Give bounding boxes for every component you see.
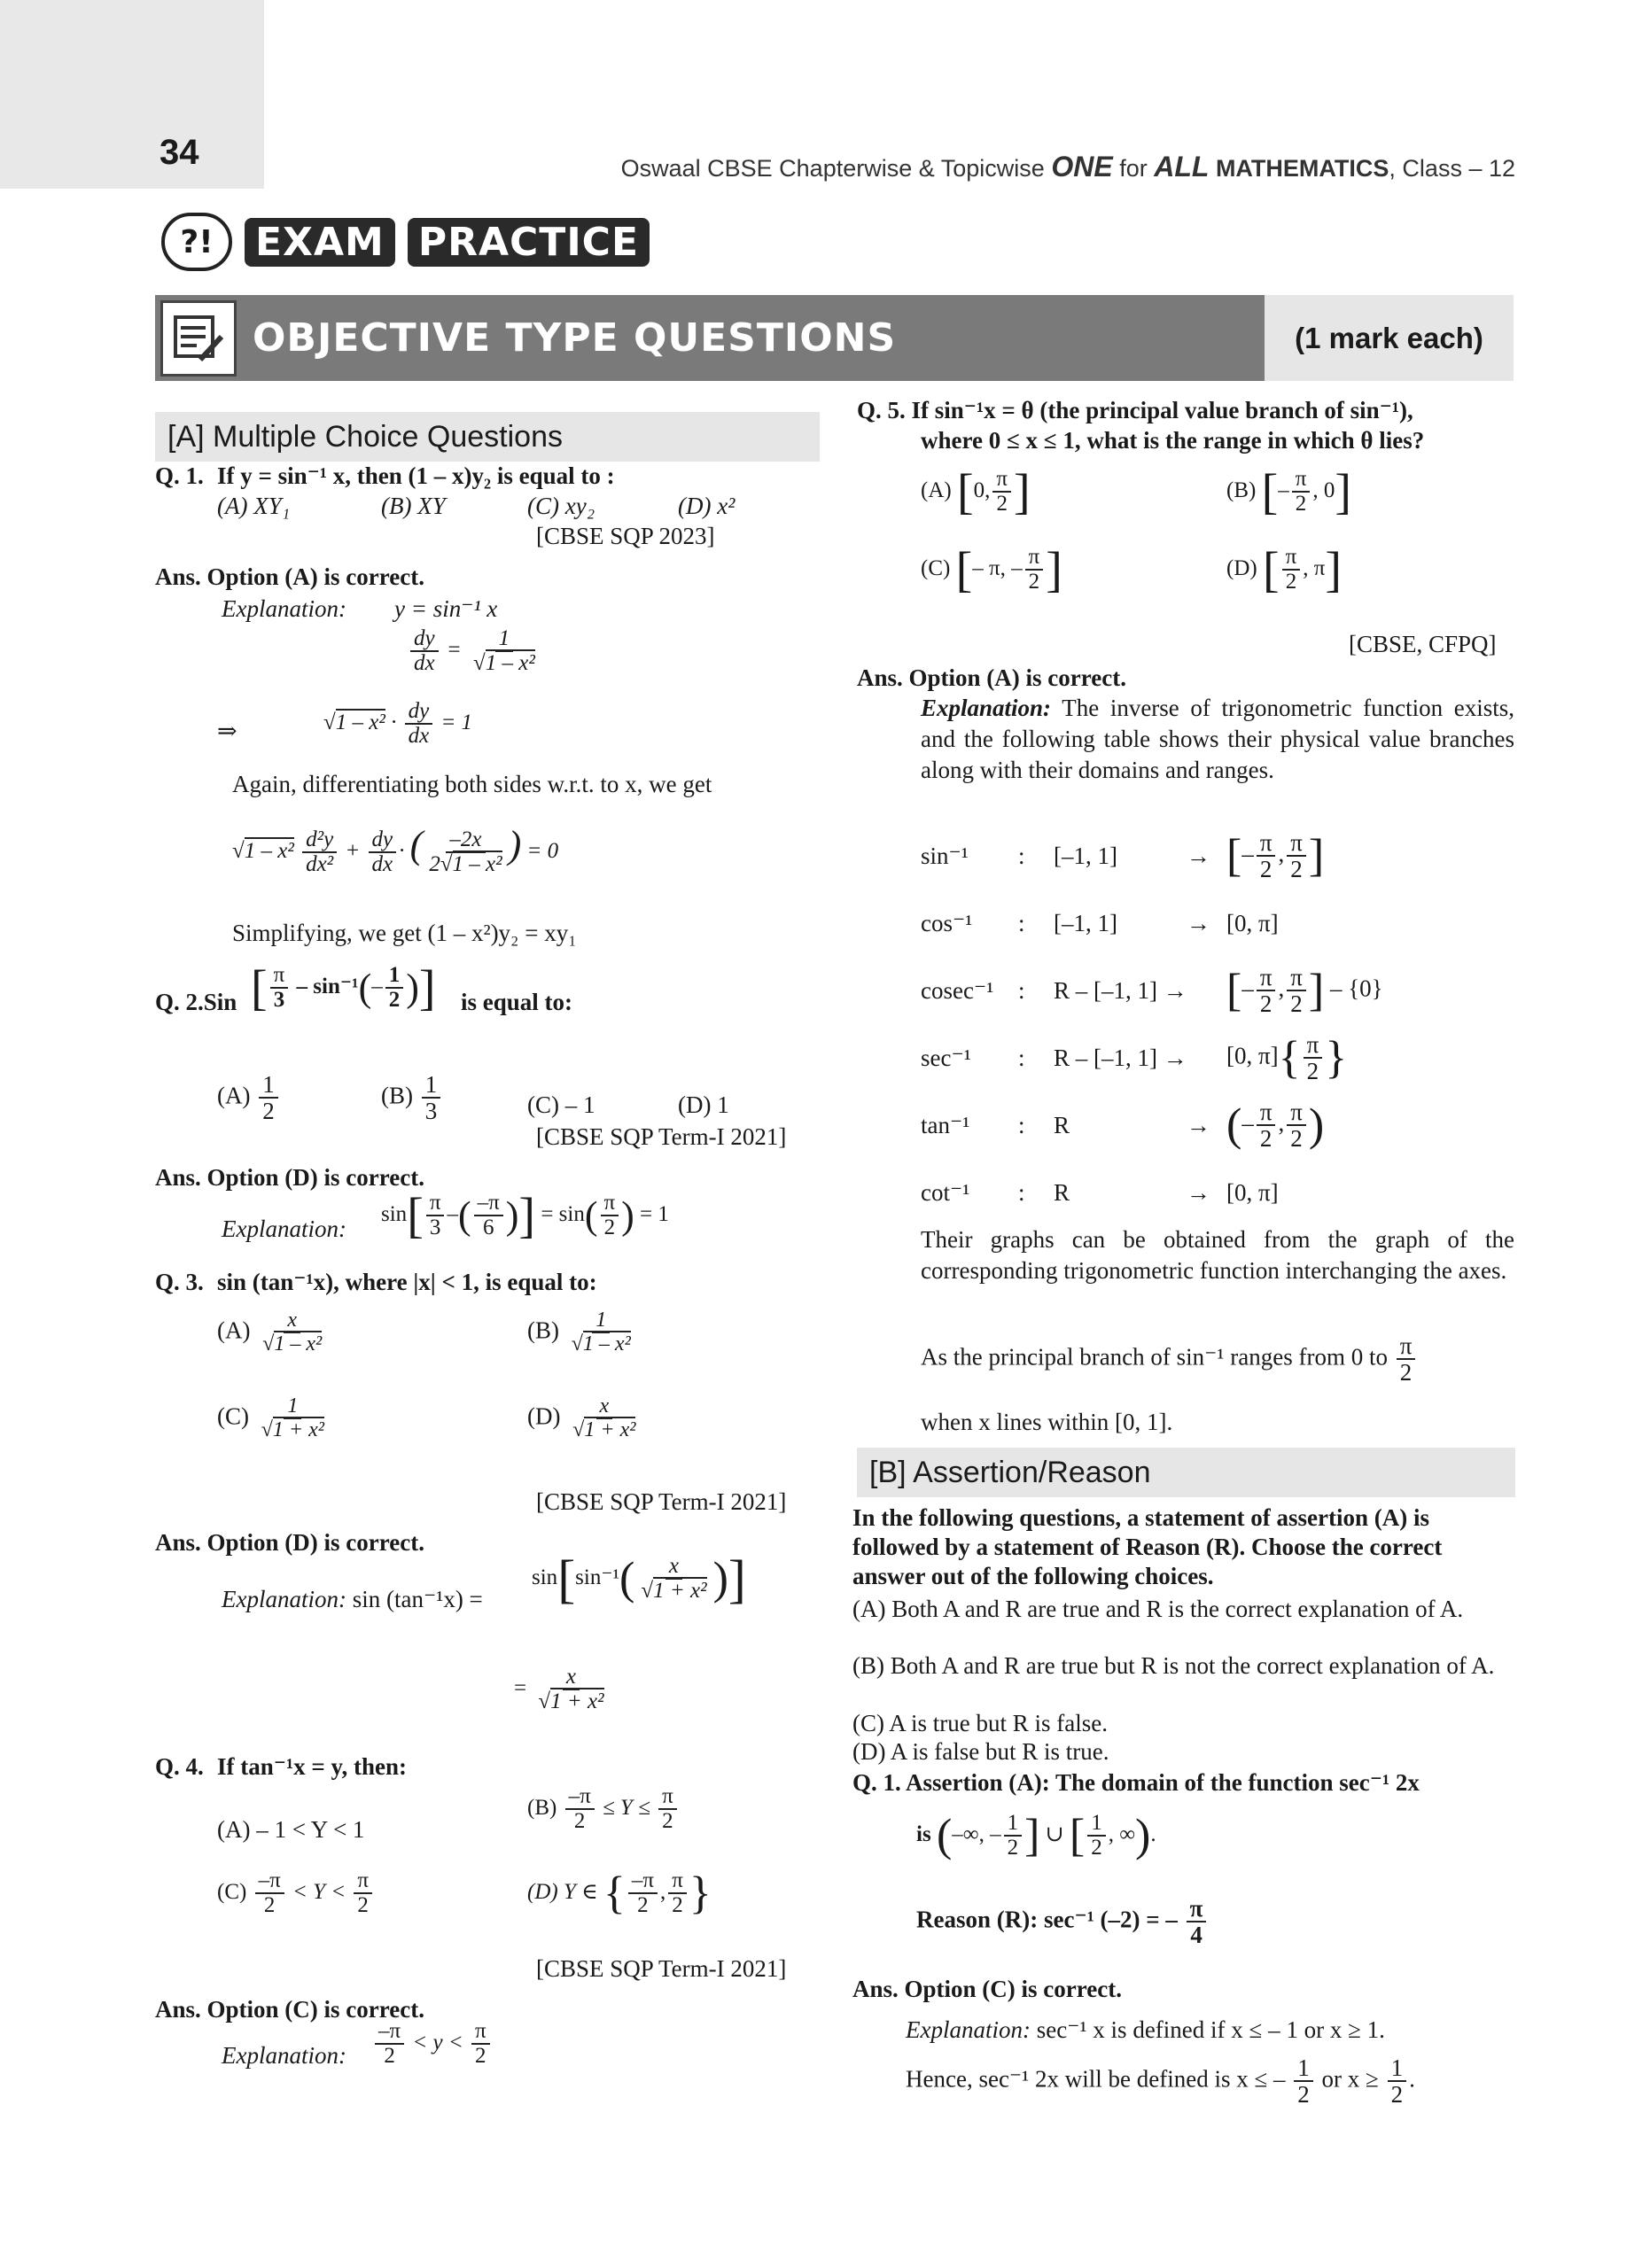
- den1: 2: [384, 2044, 395, 2069]
- neg: –: [1278, 478, 1289, 502]
- q3-label: Q. 3.: [155, 1269, 204, 1295]
- two: 2: [1306, 1058, 1319, 1084]
- den2: 2: [475, 2044, 486, 2069]
- minus-sin-inv: – sin⁻¹: [296, 974, 359, 998]
- opt-a-den: 2: [262, 1098, 275, 1125]
- opt-d-label: (D): [527, 1402, 561, 1430]
- q5-source: [CBSE, CFPQ]: [1349, 631, 1497, 657]
- num1: –π: [565, 1785, 595, 1810]
- one: 1: [495, 627, 514, 652]
- range-cell: [0, π]: [1226, 910, 1279, 936]
- q1-explanation-label: Explanation:: [222, 595, 346, 622]
- inf: , ∞: [1108, 1821, 1136, 1846]
- q2-expression: [ $\frac{\pi}{3}$ – sin⁻¹(– $\frac{1}{2}$ )]: [251, 960, 436, 1016]
- marks-label: (1 mark each): [1265, 295, 1514, 381]
- ar-q1-answer: Ans. Option (C) is correct.: [852, 1976, 1122, 2002]
- q5-opt-c: (C) [– π, – $\frac{\pi}{2}$ ]: [921, 542, 1062, 598]
- q4-stem: If tan⁻¹x = y, then:: [217, 1753, 407, 1780]
- arrow: →: [1187, 843, 1210, 869]
- fn-cell: sec⁻¹: [921, 1045, 971, 1071]
- or-text: or x ≥: [1321, 2065, 1379, 2093]
- den: 1 – x²: [274, 1332, 323, 1356]
- den: 1 – x²: [582, 1332, 631, 1356]
- den1: 2: [263, 1893, 276, 1918]
- sin-b: sin: [558, 1201, 585, 1226]
- domain-cell: R – [–1, 1] →: [1054, 1045, 1187, 1071]
- q1-dydx: $\frac{dy}{dx}$ = $\frac{1}{\text{√1 – x²}}$: [408, 627, 541, 676]
- table-row: [921, 1024, 1452, 1091]
- comma-zero: , 0: [1312, 478, 1335, 502]
- table-row: [921, 822, 1452, 889]
- two: 2: [1290, 1125, 1303, 1152]
- sin: sin: [532, 1565, 558, 1589]
- one: 1: [1087, 1812, 1106, 1837]
- domain-cell: R – [–1, 1] →: [1054, 977, 1187, 1004]
- q4-opt-b: [527, 1785, 680, 1834]
- extra: – {0}: [1329, 975, 1383, 1002]
- two: 2: [1295, 492, 1307, 517]
- table-row: [921, 889, 1452, 957]
- union: ∪: [1045, 1821, 1064, 1846]
- colon: :: [1018, 977, 1025, 1004]
- page-corner: [0, 0, 264, 189]
- q2-opt-d: (D) 1: [678, 1091, 729, 1118]
- root4: 1 – x²: [452, 852, 502, 877]
- q3-stem: sin (tan⁻¹x), where |x| < 1, is equal to:: [217, 1269, 597, 1295]
- two: 2: [1297, 2081, 1310, 2109]
- opt-b-den: 3: [424, 1098, 438, 1125]
- document-pen-icon: [160, 300, 237, 377]
- q2-source: [CBSE SQP Term-I 2021]: [536, 1123, 787, 1150]
- opt-b-label: (B): [527, 1795, 557, 1820]
- logo-one: ONE: [1051, 151, 1113, 183]
- q1-opt-d: (D) x²: [678, 493, 735, 519]
- num1: –π: [628, 1869, 658, 1894]
- two: 2: [1290, 856, 1303, 882]
- dy2: dy: [405, 700, 433, 725]
- fn-cell: sin⁻¹: [921, 843, 969, 869]
- q1-simplify: Simplifying, we get (1 – x²)y₂ = xy₁: [232, 920, 577, 946]
- two: 2: [1259, 856, 1273, 882]
- q3-answer: Ans. Option (D) is correct.: [155, 1529, 424, 1556]
- running-header: [621, 151, 1515, 183]
- fn-cell: cosec⁻¹: [921, 977, 994, 1004]
- q1-answer: Ans. Option (A) is correct.: [155, 563, 424, 590]
- den2: 2: [662, 1809, 673, 1834]
- ar-q1-reason: [916, 1896, 1209, 1948]
- ar-q1-expl: [906, 2015, 1385, 2045]
- arrow: →: [1187, 1179, 1210, 1206]
- explanation-label: Explanation:: [906, 2016, 1031, 2043]
- root2: 1 – x²: [335, 710, 385, 734]
- sin-inv: sin⁻¹: [575, 1565, 620, 1589]
- two: 2: [1259, 990, 1273, 1017]
- objective-banner: [155, 295, 1265, 381]
- num: x: [284, 1309, 300, 1333]
- fn-cell: tan⁻¹: [921, 1112, 970, 1138]
- q2-answer: Ans. Option (D) is correct.: [155, 1164, 424, 1191]
- pi-b: π: [601, 1192, 619, 1216]
- den1: 2: [573, 1809, 586, 1834]
- explanation-label: Explanation:: [222, 1586, 346, 1612]
- pi: π: [1187, 1896, 1207, 1922]
- two: 2: [1259, 1125, 1273, 1152]
- relation: ≤ Y ≤: [602, 1795, 650, 1820]
- dot: .: [1409, 2065, 1415, 2093]
- logo-for: for: [1119, 155, 1148, 182]
- q3-opt-d: (D) $\frac{x}{\text{√1 + x²}}$: [527, 1394, 636, 1442]
- relation: < Y <: [292, 1879, 346, 1904]
- q1-step2: √1 – x² · $\frac{dy}{dx}$ = 1: [323, 699, 473, 749]
- dx-sq: dx²: [306, 852, 334, 877]
- two: 2: [1091, 1836, 1102, 1860]
- q1-again: Again, differentiating both sides w.r.t. to x, we get: [232, 771, 712, 797]
- q4-opt-d: (D) Y ∈ { $\frac{-\pi}{2}$ , $\frac{\pi}{2}$ }: [527, 1868, 712, 1919]
- dx2: dx: [408, 724, 430, 749]
- choice-b: (B) Both A and R are true but R is not the correct explanation of A.: [852, 1652, 1495, 1679]
- four: 4: [1190, 1922, 1202, 1949]
- pi: π: [1287, 965, 1306, 991]
- publisher: Oswaal CBSE Chapterwise & Topicwise: [620, 155, 1045, 182]
- q5-line2: where 0 ≤ x ≤ 1, what is the range in which θ lies?: [921, 427, 1425, 454]
- comma-pi: , π: [1303, 555, 1326, 580]
- section-a-title: [A] Multiple Choice Questions: [155, 412, 820, 462]
- den: 1 + x²: [653, 1579, 707, 1604]
- q2-explanation-label: Explanation:: [222, 1216, 346, 1242]
- hence-text: Hence, sec⁻¹ 2x will be defined is x ≤ –: [906, 2065, 1286, 2093]
- two-b: 2: [1390, 2081, 1404, 2109]
- q2-opt-a: [217, 1072, 281, 1124]
- q4-opt-a: (A) – 1 < Y < 1: [217, 1816, 365, 1843]
- three: 3: [273, 988, 285, 1013]
- explanation-text: sec⁻¹ x is defined if x ≤ – 1 or x ≥ 1.: [1036, 2016, 1385, 2043]
- question-bubble-icon: ?!: [161, 213, 232, 271]
- choice-d: (D) A is false but R is true.: [852, 1738, 1109, 1765]
- num2: π: [471, 2020, 490, 2045]
- num2: π: [354, 1869, 372, 1894]
- q1-stem: If y = sin⁻¹ x, then (1 – x)y₂ is equal to :: [217, 462, 615, 489]
- neg-inf: –∞, –: [952, 1821, 1001, 1846]
- pi: π: [1397, 1333, 1416, 1360]
- q1-label: Q. 1.: [155, 462, 204, 489]
- opt-a-label: (A): [921, 478, 952, 502]
- ar-q1-line1: Q. 1. Assertion (A): The domain of the function sec⁻¹ 2x: [852, 1769, 1420, 1796]
- eq: =: [514, 1675, 527, 1700]
- table-row: [921, 957, 1452, 1024]
- pi: π: [1304, 1032, 1323, 1059]
- pi: π: [1282, 546, 1301, 571]
- eq: =: [541, 1201, 554, 1226]
- one: 1: [1294, 2055, 1313, 2082]
- q4-explanation-label: Explanation:: [222, 2042, 346, 2069]
- range-cell: [0, π]{ $\frac{\pi}{2}$ }: [1226, 1030, 1348, 1084]
- den2: 2: [357, 1893, 369, 1918]
- q5-opt-b: (B) [– $\frac{\pi}{2}$ , 0]: [1226, 464, 1352, 520]
- domain-cell: R: [1054, 1179, 1070, 1206]
- relation: < y <: [412, 2030, 463, 2054]
- opt-d-label: (D) Y ∈: [527, 1879, 598, 1904]
- implies-arrow: ⇒: [217, 718, 237, 744]
- opt-b-label: (B): [527, 1317, 559, 1344]
- range-cell: [0, π]: [1226, 1179, 1279, 1206]
- q3-expl-expr: sin[sin⁻¹( $\frac{x}{\text{√1 + x²}}$ )]: [532, 1550, 746, 1609]
- opt-c-label: (C): [217, 1879, 247, 1904]
- reason-text: Reason (R): sec⁻¹ (–2) = –: [916, 1906, 1178, 1933]
- q1-opt-b: (B) XY: [381, 493, 446, 519]
- pi-a: π: [426, 1192, 445, 1216]
- opt-b-label: (B): [381, 1082, 413, 1109]
- three-a: 3: [429, 1216, 441, 1240]
- dx: dx: [414, 651, 435, 676]
- fn-cell: cot⁻¹: [921, 1179, 970, 1206]
- opt-a-num: 1: [259, 1072, 278, 1099]
- range-cell: [– $\frac{\pi}{2}$ , $\frac{\pi}{2}$ ] – {0}: [1226, 963, 1383, 1017]
- den: 1 + x²: [550, 1689, 604, 1714]
- principal-text: As the principal branch of sin⁻¹ ranges from 0 to: [921, 1343, 1388, 1371]
- q5-answer: Ans. Option (A) is correct.: [857, 664, 1126, 691]
- q5-opt-d: (D) [ $\frac{\pi}{2}$ , π]: [1226, 542, 1343, 598]
- opt-a-label: (A): [217, 1317, 251, 1344]
- q3-opt-c: (C) $\frac{1}{\text{√1 + x²}}$: [217, 1394, 324, 1442]
- ar-q1-hence: [906, 2055, 1415, 2108]
- exam-word: EXAM: [245, 218, 395, 267]
- pi: π: [1025, 546, 1044, 571]
- q1-opt-a: (A) XY₁: [217, 493, 291, 519]
- q4-answer: Ans. Option (C) is correct.: [155, 1996, 424, 2023]
- dy: dy: [410, 627, 439, 652]
- practice-word: PRACTICE: [408, 218, 650, 267]
- dx3: dx: [371, 852, 393, 877]
- opt-c-label: (C): [921, 555, 951, 580]
- choice-a: (A) Both A and R are true and R is the correct explanation of A.: [852, 1596, 1464, 1622]
- opt-c-label: (C): [217, 1402, 249, 1430]
- colon: :: [1018, 1045, 1025, 1071]
- domain-cell: R: [1054, 1112, 1070, 1138]
- two-b: 2: [603, 1216, 616, 1240]
- pi: π: [1292, 468, 1311, 493]
- num: x: [665, 1555, 682, 1580]
- num: x: [563, 1666, 580, 1690]
- sin: sin: [381, 1201, 408, 1226]
- q3-source: [CBSE SQP Term-I 2021]: [536, 1488, 787, 1515]
- one: 1: [385, 964, 404, 989]
- inverse-trig-table: [921, 822, 1452, 1226]
- pi: π: [1257, 965, 1276, 991]
- q2-label: Q. 2.Sin: [155, 989, 237, 1015]
- domain-cell: [–1, 1]: [1054, 910, 1117, 936]
- pi: π: [270, 964, 289, 989]
- arrow: →: [1187, 910, 1210, 936]
- one-b: 1: [1388, 2055, 1407, 2082]
- den: 1 + x²: [584, 1418, 636, 1442]
- section-b-title: [B] Assertion/Reason: [857, 1448, 1515, 1497]
- q1-opt-c: (C) xy₂: [527, 493, 595, 519]
- q5-explanation: [921, 693, 1514, 786]
- colon: :: [1018, 1112, 1025, 1138]
- pi: π: [1287, 1099, 1306, 1126]
- q1-source: [CBSE SQP 2023]: [536, 523, 715, 549]
- num1: –π: [255, 1869, 284, 1894]
- minus-pi: –π: [474, 1192, 503, 1216]
- den1: 2: [637, 1893, 649, 1918]
- num: 1: [592, 1309, 610, 1333]
- two: 2: [1285, 570, 1297, 594]
- m2x: –2x: [446, 828, 485, 853]
- root3: 1 – x²: [244, 838, 294, 863]
- opt-b-label: (B): [1226, 478, 1257, 502]
- table-row: [921, 1159, 1452, 1226]
- q3-opt-b: (B) $\frac{1}{\text{√1 – x²}}$: [527, 1309, 631, 1356]
- one: 1: [1004, 1812, 1023, 1837]
- range-cell: (– $\frac{\pi}{2}$ , $\frac{\pi}{2}$ ): [1226, 1098, 1325, 1152]
- pi: π: [992, 468, 1011, 493]
- two: 2: [1028, 570, 1040, 594]
- ar-q1-domain: is (–∞, – $\frac{1}{2}$ ] ∪ [ $\frac{1}{2}$ , ∞).: [916, 1810, 1156, 1861]
- q5-line1: Q. 5. If sin⁻¹x = θ (the principal value branch of sin⁻¹),: [857, 397, 1413, 423]
- result: = 1: [640, 1201, 669, 1226]
- pi: π: [1257, 1099, 1276, 1126]
- q2-opt-c: (C) – 1: [527, 1091, 595, 1118]
- explanation-text: The inverse of trigonometric function exists, and the following table shows their physical value branches along with their domains and ranges.: [921, 695, 1515, 783]
- colon: :: [1018, 910, 1025, 936]
- colon: :: [1018, 843, 1025, 869]
- q4-expl-expr: [372, 2020, 493, 2069]
- opt-a-label: (A): [217, 1082, 251, 1109]
- two: 2: [996, 492, 1008, 517]
- q3-opt-a: (A) $\frac{x}{\text{√1 – x²}}$: [217, 1309, 323, 1356]
- q3-expl-result: = $\frac{x}{\text{√1 + x²}}$: [514, 1665, 604, 1714]
- dot: .: [1150, 1821, 1156, 1846]
- explanation-label: Explanation:: [921, 695, 1052, 721]
- domain-cell: [–1, 1]: [1054, 843, 1117, 869]
- q5-opt-a: (A) [0, $\frac{\pi}{2}$ ]: [921, 464, 1031, 520]
- logo-all: ALL: [1154, 151, 1210, 183]
- section-b-intro: In the following questions, a statement of assertion (A) is followed by a statement of Reason (R). Choose the correct answer out of the following choices.: [852, 1504, 1443, 1589]
- six: 6: [482, 1216, 494, 1240]
- num: 1: [284, 1395, 301, 1419]
- pi: π: [1287, 830, 1306, 857]
- range-cell: [– $\frac{\pi}{2}$ , $\frac{\pi}{2}$ ]: [1226, 828, 1325, 882]
- expl-lhs: sin (tan⁻¹x) =: [352, 1586, 483, 1612]
- q2-opt-b: [381, 1072, 443, 1124]
- eq1: = 1: [440, 710, 473, 734]
- class-label: , Class – 12: [1389, 155, 1515, 182]
- principal-note: [921, 1333, 1418, 1386]
- eq0: = 0: [526, 838, 559, 863]
- q1-line1: y = sin⁻¹ x: [394, 595, 498, 622]
- d2y: d²y: [302, 828, 337, 853]
- minus-pi: – π, –: [972, 555, 1023, 580]
- q1-step3: √1 – x² $\frac{\text{d²y}}{\text{dx²}}$ + $\frac{dy}{dx}$ · ( $\frac{-2x}{\text{2√1 – x²}}$ ) = 0: [232, 822, 559, 877]
- two: 2: [1290, 990, 1303, 1017]
- num2: π: [668, 1869, 687, 1894]
- num2: π: [658, 1785, 677, 1810]
- den2: 2: [672, 1893, 683, 1918]
- q3-expl: [222, 1584, 483, 1614]
- two: 2: [1007, 1836, 1019, 1860]
- q2-expl-expr: sin[ $\frac{\pi}{3}$ –( $\frac{-\pi}{6}$ )] = sin( $\frac{\pi}{2}$ ) = 1: [381, 1188, 669, 1244]
- two: 2: [1399, 1359, 1413, 1386]
- opt-d-label: (D): [1226, 555, 1257, 580]
- num1: –π: [375, 2020, 404, 2045]
- pi: π: [1257, 830, 1276, 857]
- q4-opt-c: [217, 1869, 375, 1918]
- range: [0, π]: [1226, 1042, 1279, 1069]
- root: 1 – x²: [485, 651, 535, 676]
- page-number: 34: [160, 133, 199, 172]
- choice-c: (C) A is true but R is false.: [852, 1710, 1108, 1736]
- is: is: [916, 1821, 931, 1846]
- opt-b-num: 1: [422, 1072, 441, 1099]
- den: 1 + x²: [272, 1418, 324, 1442]
- zero: 0,: [973, 478, 991, 502]
- two: 2: [388, 988, 401, 1013]
- q4-label: Q. 4.: [155, 1753, 204, 1780]
- num: x: [596, 1395, 613, 1419]
- when-note: when x lines within [0, 1].: [921, 1409, 1173, 1435]
- table-row: [921, 1091, 1452, 1159]
- graphs-note: Their graphs can be obtained from the graph of the corresponding trigonometric function interchanging the axes.: [921, 1226, 1514, 1284]
- q4-source: [CBSE SQP Term-I 2021]: [536, 1955, 787, 1982]
- banner-title: OBJECTIVE TYPE QUESTIONS: [253, 315, 897, 361]
- arrow: →: [1187, 1112, 1210, 1138]
- dy3: dy: [369, 828, 397, 853]
- subject: MATHEMATICS: [1215, 155, 1389, 182]
- exam-practice-heading: [161, 211, 650, 273]
- colon: :: [1018, 1179, 1025, 1206]
- q2-tail: is equal to:: [461, 989, 573, 1015]
- fn-cell: cos⁻¹: [921, 910, 973, 936]
